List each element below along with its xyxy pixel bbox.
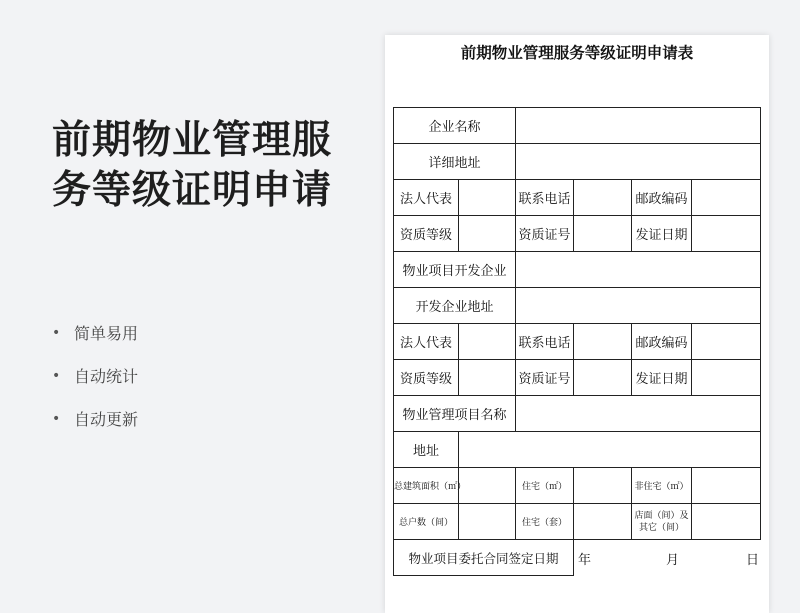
label-postcode: 邮政编码 xyxy=(632,180,692,216)
label-legal-rep: 法人代表 xyxy=(394,180,459,216)
value-total-area xyxy=(459,468,516,504)
value-qual-level-2 xyxy=(459,360,516,396)
table-row xyxy=(394,360,761,396)
date-fields xyxy=(574,540,761,576)
table-row xyxy=(394,504,761,540)
table-row xyxy=(394,468,761,504)
feature-item: • 自动统计 xyxy=(52,355,138,398)
label-shops-other: 店面（间）及其它（间） xyxy=(632,504,692,540)
label-qual-level-2: 资质等级 xyxy=(394,360,459,396)
label-phone: 联系电话 xyxy=(516,180,574,216)
value-shops-other xyxy=(692,504,761,540)
label-phone-2: 联系电话 xyxy=(516,324,574,360)
table-row xyxy=(394,324,761,360)
table-row xyxy=(394,396,761,432)
value-project-name xyxy=(516,396,761,432)
label-detail-address: 详细地址 xyxy=(394,144,516,180)
hero-title-line-2: 务等级证明申请 xyxy=(52,168,333,213)
label-address: 地址 xyxy=(394,432,459,468)
table-row xyxy=(394,216,761,252)
value-households xyxy=(459,504,516,540)
table-row xyxy=(394,180,761,216)
month-label: 月 xyxy=(666,553,680,568)
label-non-residence-area: 非住宅（㎡） xyxy=(632,468,692,504)
year-label: 年 xyxy=(578,553,592,568)
label-issue-date-2: 发证日期 xyxy=(632,360,692,396)
label-households: 总户数（间） xyxy=(394,504,459,540)
table-row xyxy=(394,252,761,288)
value-contract-date xyxy=(574,540,761,576)
table-row xyxy=(394,288,761,324)
value-qual-level xyxy=(459,216,516,252)
value-dev-company xyxy=(516,252,761,288)
label-legal-rep-2: 法人代表 xyxy=(394,324,459,360)
table-row xyxy=(394,432,761,468)
value-qual-cert-no xyxy=(574,216,632,252)
label-dev-company: 物业项目开发企业 xyxy=(394,252,516,288)
value-legal-rep-2 xyxy=(459,324,516,360)
label-project-name: 物业管理项目名称 xyxy=(394,396,516,432)
label-qual-cert-no: 资质证号 xyxy=(516,216,574,252)
value-residence-area xyxy=(574,468,632,504)
document-preview[interactable] xyxy=(385,35,769,613)
table-row xyxy=(394,144,761,180)
value-dev-address xyxy=(516,288,761,324)
document-title: 前期物业管理服务等级证明申请表 xyxy=(460,44,694,62)
value-issue-date xyxy=(692,216,761,252)
value-postcode xyxy=(692,180,761,216)
value-postcode-2 xyxy=(692,324,761,360)
feature-list xyxy=(52,312,138,441)
value-company-name xyxy=(516,108,761,144)
value-residence-units xyxy=(574,504,632,540)
day-label: 日 xyxy=(746,553,760,568)
label-residence-units: 住宅（套） xyxy=(516,504,574,540)
value-issue-date-2 xyxy=(692,360,761,396)
value-address xyxy=(459,432,761,468)
value-phone-2 xyxy=(574,324,632,360)
label-issue-date: 发证日期 xyxy=(632,216,692,252)
label-postcode-2: 邮政编码 xyxy=(632,324,692,360)
label-contract-date: 物业项目委托合同签定日期 xyxy=(394,540,574,576)
feature-item: • 简单易用 xyxy=(52,312,138,355)
label-dev-address: 开发企业地址 xyxy=(394,288,516,324)
hero xyxy=(52,116,362,216)
value-non-residence-area xyxy=(692,468,761,504)
application-form-table xyxy=(393,107,761,576)
label-qual-cert-no-2: 资质证号 xyxy=(516,360,574,396)
value-legal-rep xyxy=(459,180,516,216)
label-qual-level: 资质等级 xyxy=(394,216,459,252)
label-residence-area: 住宅（㎡） xyxy=(516,468,574,504)
value-detail-address xyxy=(516,144,761,180)
value-phone xyxy=(574,180,632,216)
hero-title xyxy=(52,116,362,216)
table-row xyxy=(394,108,761,144)
table-row xyxy=(394,540,761,576)
feature-item: • 自动更新 xyxy=(52,398,138,441)
hero-title-line-1: 前期物业管理服 xyxy=(52,118,333,163)
label-company-name: 企业名称 xyxy=(394,108,516,144)
label-total-area: 总建筑面积（㎡） xyxy=(394,468,459,504)
value-qual-cert-no-2 xyxy=(574,360,632,396)
